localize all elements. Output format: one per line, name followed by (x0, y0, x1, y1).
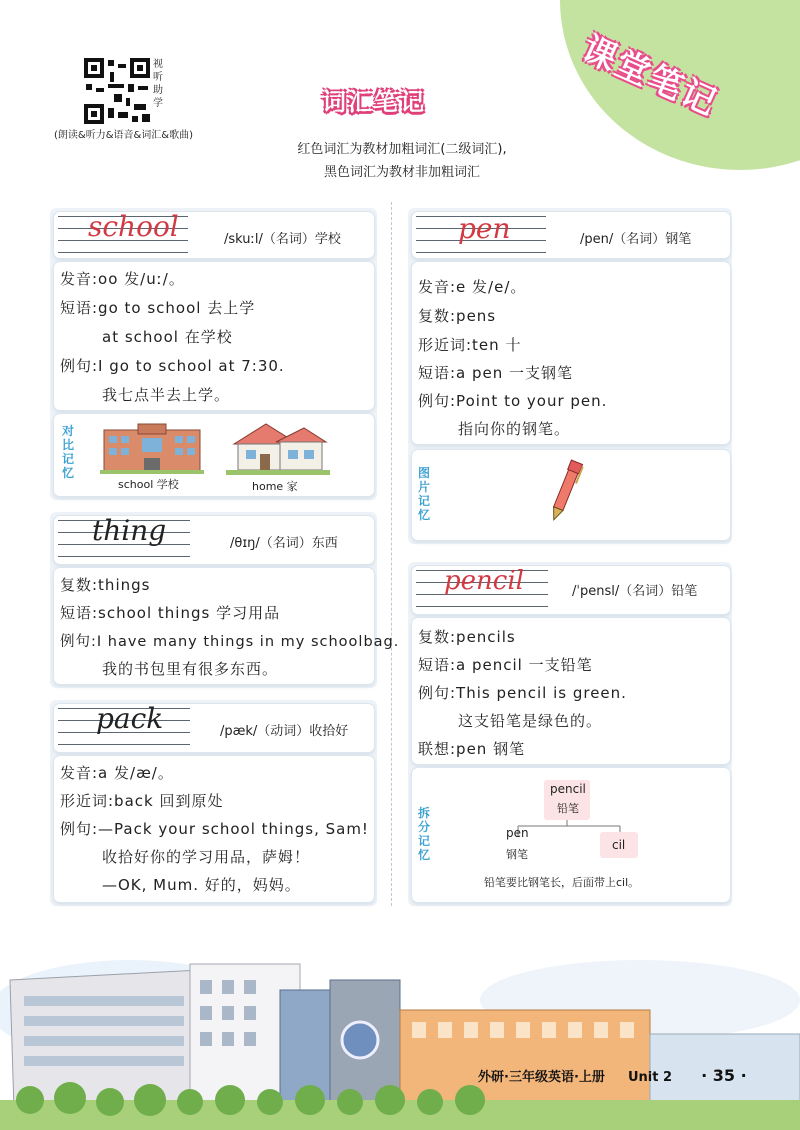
school-line-4: 例句:I go to school at 7:30. (60, 357, 285, 375)
split-left-cn: 钢笔 (506, 848, 528, 861)
pencil-line-5: 联想:pen 钢笔 (418, 740, 526, 758)
pen-image (540, 456, 590, 528)
pencil-line-2: 短语:a pencil 一支铅笔 (418, 656, 593, 674)
school-line-3: at school 在学校 (102, 328, 233, 346)
school-building-image (100, 422, 204, 474)
school-scenery-image (0, 950, 800, 1130)
pencil-line-3: 例句:This pencil is green. (418, 684, 627, 702)
pack-phonetic: /pæk/（动词）收拾好 (220, 724, 349, 739)
qr-side-label: 视听助学 (153, 59, 163, 109)
pencil-word: pencil (444, 566, 524, 596)
split-top-cn: 铅笔 (557, 802, 579, 815)
pen-phonetic: /pen/（名词）钢笔 (580, 232, 692, 247)
footer-book-title: 外研·三年级英语·上册 (478, 1070, 605, 1085)
pen-line-5: 例句:Point to your pen. (418, 392, 608, 410)
home-house-image (226, 420, 330, 476)
pack-line-3: 例句:—Pack your school things, Sam! (60, 820, 369, 838)
thing-word: thing (92, 514, 167, 547)
pen-line-2: 复数:pens (418, 307, 497, 325)
thing-line-4: 我的书包里有很多东西。 (102, 660, 279, 678)
pencil-memory-label: 拆分记忆 (418, 806, 431, 862)
qr-code[interactable] (84, 58, 150, 124)
pen-memory-label: 图片记忆 (418, 466, 431, 522)
pen-line-1: 发音:e 发/e/。 (418, 278, 527, 296)
qr-caption: (朗读&听力&语音&词汇&歌曲) (54, 130, 193, 141)
page-number: · 35 · (701, 1066, 747, 1085)
pack-word: pack (96, 702, 164, 735)
column-divider (391, 202, 392, 906)
school-word: school (88, 210, 179, 243)
school-line-1: 发音:oo 发/uː/。 (60, 270, 185, 288)
split-left-en: pen (506, 826, 529, 840)
pencil-phonetic: /ˈpensl/（名词）铅笔 (572, 584, 698, 599)
thing-line-1: 复数:things (60, 576, 151, 594)
thing-line-3: 例句:I have many things in my schoolbag. (60, 634, 400, 650)
pack-line-2: 形近词:back 回到原处 (60, 792, 224, 810)
pencil-line-1: 复数:pencils (418, 628, 516, 646)
school-phonetic: /skuːl/（名词）学校 (224, 232, 341, 247)
pen-word: pen (458, 212, 511, 245)
vocab-note (272, 138, 532, 184)
school-line-2: 短语:go to school 去上学 (60, 299, 256, 317)
home-image-caption: home 家 (252, 480, 298, 493)
thing-line-2: 短语:school things 学习用品 (60, 604, 281, 622)
pack-line-4: 收拾好你的学习用品，萨姆！ (102, 848, 311, 866)
thing-phonetic: /θɪŋ/（名词）东西 (230, 536, 338, 551)
vocab-note-line2: 黑色词汇为教材非加粗词汇 (323, 165, 480, 180)
section-corner-title: 课堂笔记 (575, 28, 724, 124)
pen-line-4: 短语:a pen 一支钢笔 (418, 364, 574, 382)
pen-line-6: 指向你的钢笔。 (458, 420, 571, 438)
pen-line-3: 形近词:ten 十 (418, 336, 522, 354)
split-right-en: cil (612, 838, 626, 852)
page-title: 词汇笔记 (322, 88, 426, 116)
pencil-line-4: 这支铅笔是绿色的。 (458, 712, 603, 730)
school-memory-label: 对比记忆 (62, 424, 75, 480)
split-top-en: pencil (550, 782, 586, 796)
footer-unit: Unit 2 (627, 1070, 673, 1085)
school-line-5: 我七点半去上学。 (102, 386, 231, 404)
pack-line-5: —OK, Mum. 好的，妈妈。 (102, 876, 301, 894)
vocab-note-line1: 红色词汇为教材加粗词汇(二级词汇), (297, 142, 507, 157)
pack-line-1: 发音:a 发/æ/。 (60, 764, 174, 782)
split-caption: 铅笔要比钢笔长，后面带上cil。 (484, 876, 640, 889)
school-image-caption: school 学校 (118, 478, 179, 491)
page-footer (478, 1066, 778, 1088)
